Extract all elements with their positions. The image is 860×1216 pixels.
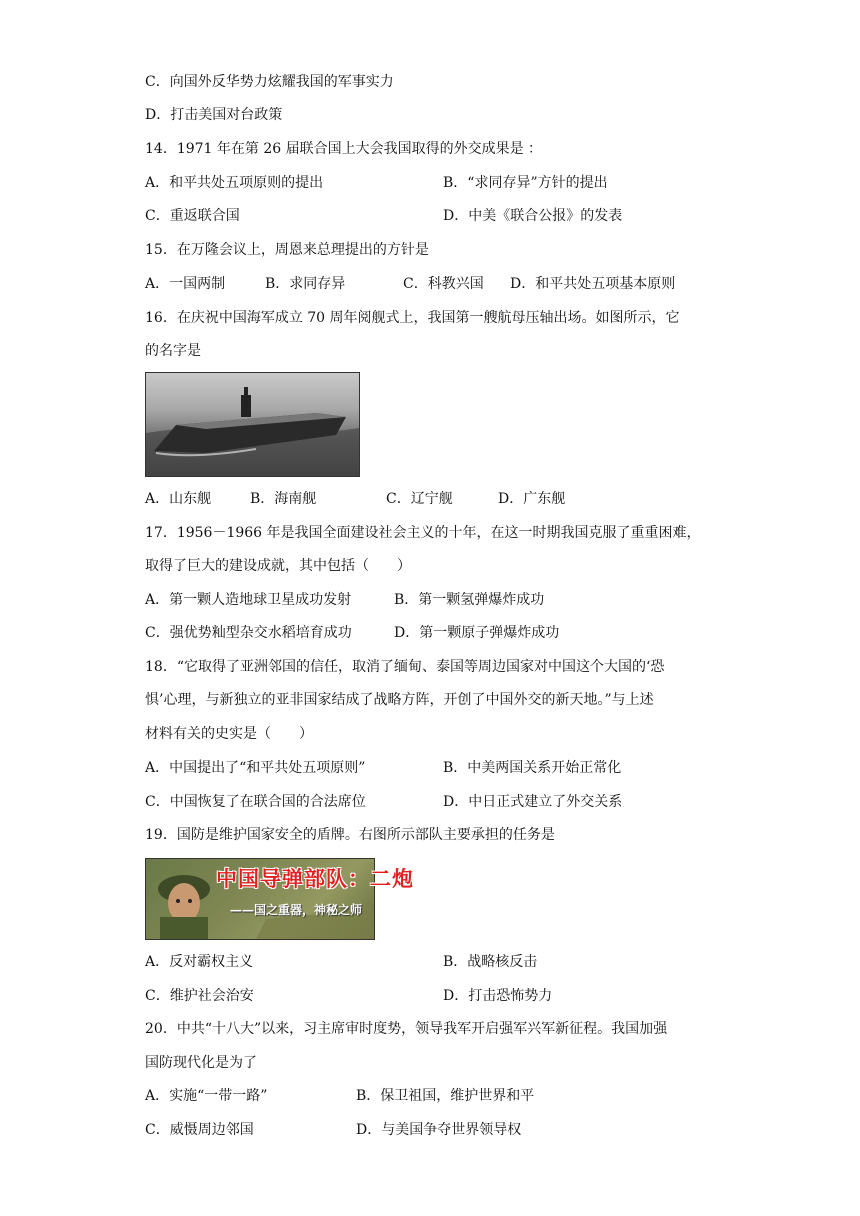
q18-stem-line1: 18．“它取得了亚洲邻国的信任，取消了缅甸、泰国等周边国家对中国这个大国的‘恐 xyxy=(145,659,665,675)
aircraft-carrier-photo xyxy=(145,372,360,477)
q19-option-b: B．战略核反击 xyxy=(443,954,538,970)
q20-option-b: B．保卫祖国，维护世界和平 xyxy=(356,1088,535,1104)
q16-option-c: C．辽宁舰 xyxy=(386,491,453,507)
q15-option-b: B．求同存异 xyxy=(265,276,346,292)
q13-option-d: D．打击美国对台政策 xyxy=(145,107,283,123)
q14-option-c: C．重返联合国 xyxy=(145,208,240,224)
q20-option-a: A．实施“一带一路” xyxy=(145,1088,268,1104)
q17-option-d: D．第一颗原子弹爆炸成功 xyxy=(394,625,560,641)
q17-stem-line2: 取得了巨大的建设成就，其中包括（ ） xyxy=(145,558,411,574)
q19-option-a: A．反对霸权主义 xyxy=(145,954,254,970)
q16-option-d: D．广东舰 xyxy=(498,491,566,507)
q18-option-b: B．中美两国关系开始正常化 xyxy=(443,760,622,776)
q15-option-a: A．一国两制 xyxy=(145,276,226,292)
q17-option-a: A．第一颗人造地球卫星成功发射 xyxy=(145,592,352,608)
q15-option-c: C．科教兴国 xyxy=(403,276,484,292)
q19-stem: 19．国防是维护国家安全的盾牌。右图所示部队主要承担的任务是 xyxy=(145,827,555,843)
q20-option-c: C．威慑周边邻国 xyxy=(145,1122,254,1138)
q19-option-c: C．维护社会治安 xyxy=(145,988,254,1004)
q20-stem-line1: 20．中共“十八大”以来，习主席审时度势，领导我军开启强军兴军新征程。我国加强 xyxy=(145,1021,668,1037)
q18-stem-line2: 惧’心理，与新独立的亚非国家结成了战略方阵，开创了中国外交的新天地。”与上述 xyxy=(145,692,654,708)
q17-option-c: C．强优势籼型杂交水稻培育成功 xyxy=(145,625,352,641)
troops-photo-subtitle: ——国之重器，神秘之师 xyxy=(230,903,363,917)
q13-option-c: C．向国外反华势力炫耀我国的军事实力 xyxy=(145,74,394,90)
q14-option-d: D．中美《联合公报》的发表 xyxy=(443,208,623,224)
q16-option-b: B．海南舰 xyxy=(250,491,317,507)
q14-option-a: A．和平共处五项原则的提出 xyxy=(145,175,324,191)
missile-troops-photo xyxy=(145,858,414,940)
q19-option-d: D．打击恐怖势力 xyxy=(443,988,553,1004)
q15-stem: 15．在万隆会议上，周恩来总理提出的方针是 xyxy=(145,242,429,258)
q18-option-d: D．中日正式建立了外交关系 xyxy=(443,794,623,810)
q17-option-b: B．第一颗氢弹爆炸成功 xyxy=(394,592,545,608)
aircraft-carrier-icon xyxy=(146,373,359,476)
q15-option-d: D．和平共处五项基本原则 xyxy=(510,276,676,292)
q20-option-d: D．与美国争夺世界领导权 xyxy=(356,1122,522,1138)
troops-photo-title: 中国导弹部队：二炮 xyxy=(216,867,414,891)
q18-option-c: C．中国恢复了在联合国的合法席位 xyxy=(145,794,366,810)
q14-option-b: B．“求同存异”方针的提出 xyxy=(443,175,608,191)
q17-stem-line1: 17．1956－1966 年是我国全面建设社会主义的十年，在这一时期我国克服了重重困难， xyxy=(145,525,701,541)
q16-option-a: A．山东舰 xyxy=(145,491,212,507)
q20-stem-line2: 国防现代化是为了 xyxy=(145,1055,257,1071)
q18-option-a: A．中国提出了“和平共处五项原则” xyxy=(145,760,366,776)
q14-stem: 14．1971 年在第 26 届联合国上大会我国取得的外交成果是 ： xyxy=(145,141,543,157)
q16-stem-line1: 16．在庆祝中国海军成立 70 周年阅舰式上，我国第一艘航母压轴出场。如图所示，它 xyxy=(145,310,680,326)
q18-stem-line3: 材料有关的史实是（ ） xyxy=(145,726,313,742)
q16-stem-line2: 的名字是 xyxy=(145,343,201,359)
